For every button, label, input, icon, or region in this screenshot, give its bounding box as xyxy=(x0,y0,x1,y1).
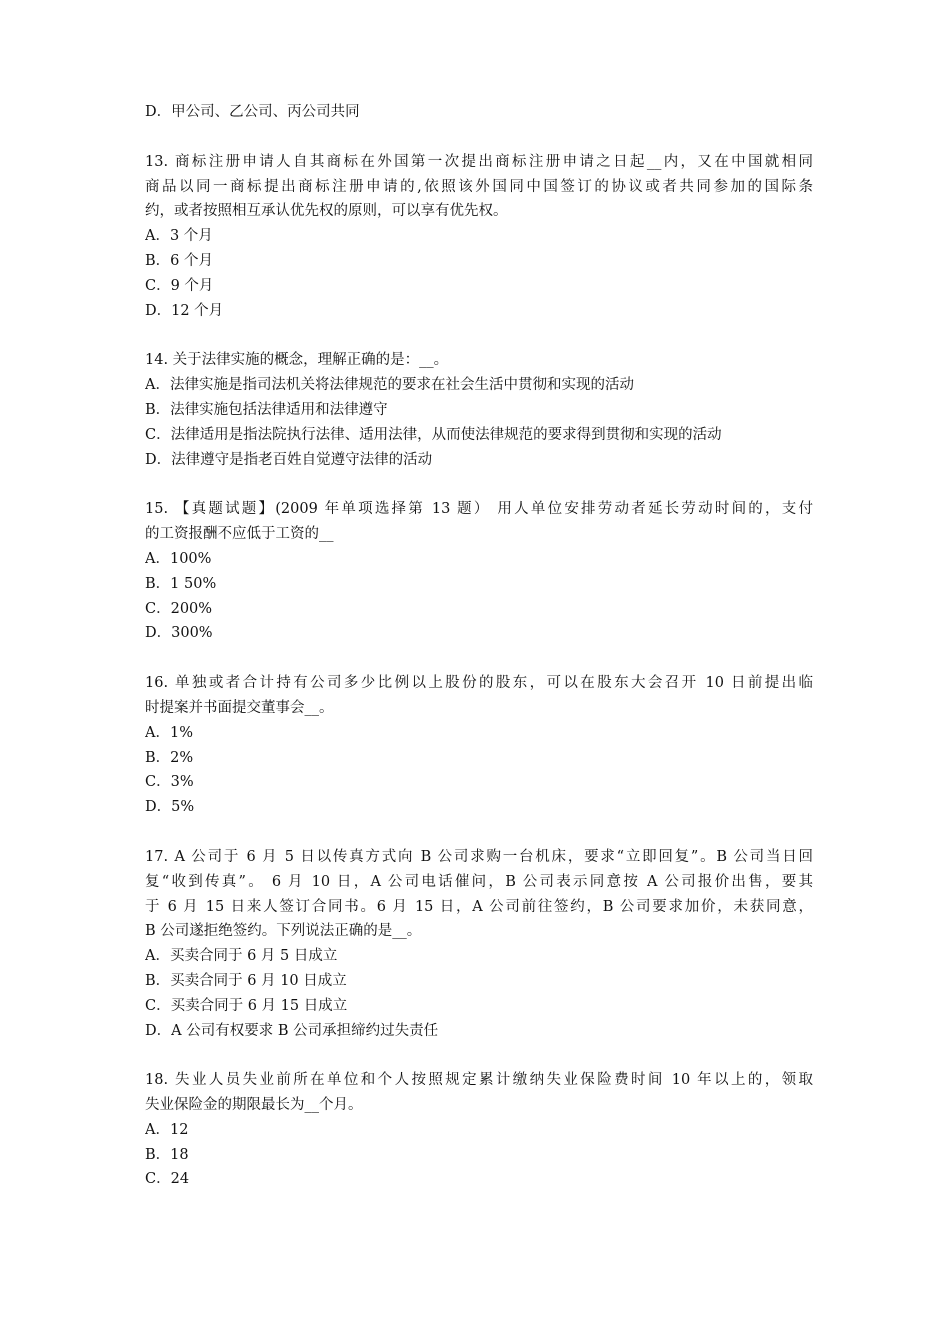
question-stem-line: 复“收到传真”。 6 月 10 日，A 公司电话催问，B 公司表示同意按 A 公司报价出售，要其 xyxy=(145,873,813,890)
option-c: C．200% xyxy=(145,600,213,617)
question-18 xyxy=(145,1068,813,1192)
question-12-tail xyxy=(145,100,813,125)
option-b: B．买卖合同于 6 月 10 日成立 xyxy=(145,972,347,989)
option-b: B．2% xyxy=(145,749,194,766)
question-17 xyxy=(145,845,813,1043)
option-b: B．18 xyxy=(145,1146,189,1163)
option-b: B．6 个月 xyxy=(145,252,213,269)
option-c: C．3% xyxy=(145,774,194,791)
option-b: B．法律实施包括法律适用和法律遵守 xyxy=(145,401,388,418)
option-a: A．1% xyxy=(145,724,193,741)
option-c: C．法律适用是指法院执行法律、适用法律，从而使法律规范的要求得到贯彻和实现的活动 xyxy=(145,426,722,443)
question-13 xyxy=(145,150,813,324)
question-stem-line: 时提案并书面提交董事会__。 xyxy=(145,699,334,716)
option-d: D．A 公司有权要求 B 公司承担缔约过失责任 xyxy=(145,1022,439,1039)
question-stem-line: 的工资报酬不应低于工资的__ xyxy=(145,526,334,543)
question-stem-line: 14. 关于法律实施的概念，理解正确的是：__。 xyxy=(145,352,449,369)
option-d: D．法律遵守是指老百姓自觉遵守法律的活动 xyxy=(145,451,433,468)
option-a: A．3 个月 xyxy=(145,228,213,245)
option-d: D．300% xyxy=(145,625,213,642)
question-stem-line: 于 6 月 15 日来人签订合同书。6 月 15 日，A 公司前往签约，B 公司要求加价，未获同意， xyxy=(145,898,813,915)
question-stem-line: B 公司遂拒绝签约。下列说法正确的是__。 xyxy=(145,923,422,940)
option-a: A．买卖合同于 6 月 5 日成立 xyxy=(145,948,338,965)
option-b: B．1 50% xyxy=(145,575,217,592)
question-stem-line: 16. 单独或者合计持有公司多少比例以上股份的股东，可以在股东大会召开 10 日前提出临 xyxy=(145,675,813,692)
question-stem-line: 约，或者按照相互承认优先权的原则，可以享有优先权。 xyxy=(145,203,508,220)
option-d: D．12 个月 xyxy=(145,302,224,319)
option-a: A．100% xyxy=(145,550,212,567)
question-stem-line: 13. 商标注册申请人自其商标在外国第一次提出商标注册申请之日起__内，又在中国就相同 xyxy=(145,153,813,170)
option-a: A．12 xyxy=(145,1121,189,1138)
question-16 xyxy=(145,671,813,820)
question-14 xyxy=(145,348,813,472)
option-d: D．甲公司、乙公司、丙公司共同 xyxy=(145,104,360,120)
question-stem-line: 17. A 公司于 6 月 5 日以传真方式向 B 公司求购一台机床，要求“立即回复”。B 公司当日回 xyxy=(145,848,813,865)
question-stem-line: 商品以同一商标提出商标注册申请的,依照该外国同中国签订的协议或者共同参加的国际条 xyxy=(145,178,813,195)
question-15 xyxy=(145,497,813,646)
option-c: C．24 xyxy=(145,1171,190,1188)
question-stem-line: 15. 【真题试题】(2009 年单项选择第 13 题） 用人单位安排劳动者延长劳动时间的，支付 xyxy=(145,501,813,518)
option-d: D．5% xyxy=(145,799,195,816)
document-page xyxy=(145,100,813,1192)
question-stem-line: 失业保险金的期限最长为__个月。 xyxy=(145,1097,363,1114)
option-c: C．买卖合同于 6 月 15 日成立 xyxy=(145,997,348,1014)
question-stem-line: 18. 失业人员失业前所在单位和个人按照规定累计缴纳失业保险费时间 10 年以上的，领取 xyxy=(145,1072,813,1089)
option-a: A．法律实施是指司法机关将法律规范的要求在社会生活中贯彻和实现的活动 xyxy=(145,377,634,394)
option-c: C．9 个月 xyxy=(145,277,214,294)
